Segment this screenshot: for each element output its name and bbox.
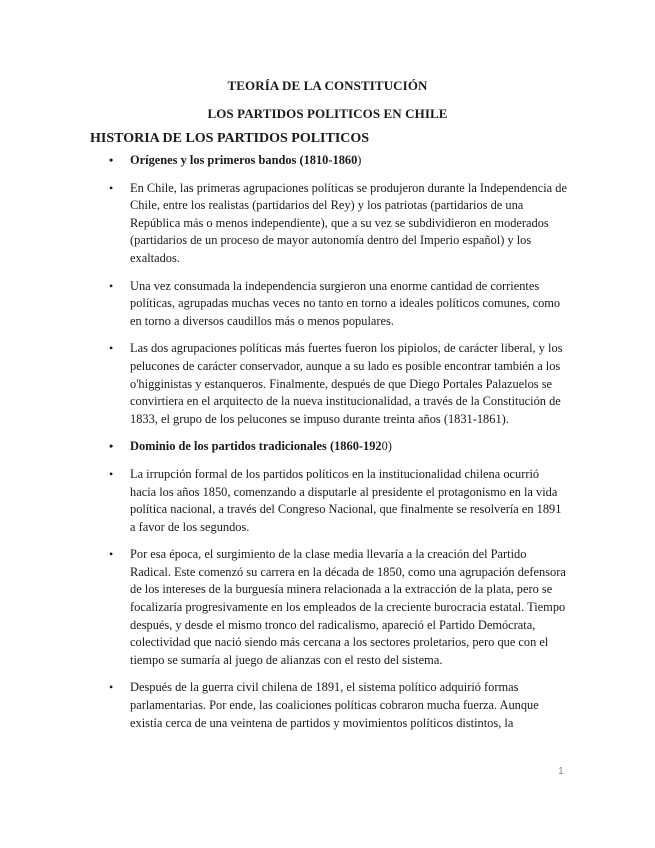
section-heading: HISTORIA DE LOS PARTIDOS POLITICOS <box>90 131 370 146</box>
list-item: • La irrupción formal de los partidos políticos en la institucionalidad chilena ocurrió hacia los años 1850, comenzando a disputarle al presidente el protagonismo en la vida política nacional, a través del Congreso Nacional, que finalmente se resolvería en 1891 a favor de los segundos. <box>109 466 562 534</box>
page-number: 1 <box>558 765 564 777</box>
bullet-icon: • <box>109 180 114 195</box>
list-item-heading: • Dominio de los partidos tradicionales (1860-1920) <box>92 438 567 456</box>
list-item-heading: • Orígenes y los primeros bandos (1810-1860) <box>92 152 567 170</box>
list-item: • Por esa época, el surgimiento de la clase media llevaría a la creación del Partido Radical. Este comenzó su carrera en la década de 1850, como una agrupación defensora de los intereses de la burguesía minera relacionada a la extracción de la plata, pero se focalizaría progresivamente en los empleados de la creciente burocracia estatal. Tiempo después, y desde el mismo tronco del radicalismo, apareció el Partido Demócrata, colectividad que nació siendo más cercana a los sectores proletarios, pero que con el tiempo se sumaría al juego de alianzas con el resto del sistema. <box>109 547 566 667</box>
bullet-icon: • <box>109 680 114 695</box>
bullet-icon: • <box>109 547 114 562</box>
list-item: • Las dos agrupaciones políticas más fuertes fueron los pipiolos, de carácter liberal, y los pelucones de carácter conservador, aunque a su lado es posible encontrar también a los o'higginistas y estanqueros. Finalmente, después de que Diego Portales Palazuelos se convirtiera en el arquitecto de la nueva institucionalidad, a través de la Constitución de 1833, el grupo de los pelucones se impuso durante treinta años (1831-1861). <box>109 341 563 426</box>
document-title: TEORÍA DE LA CONSTITUCIÓN <box>227 78 428 93</box>
bullet-icon: • <box>109 466 114 481</box>
list-item: • Una vez consumada la independencia surgieron una enorme cantidad de corrientes políticas, agrupadas muchas veces no tanto en torno a ideales políticos comunes, como en torno a diversos caudillos más o menos populares. <box>109 278 561 328</box>
bullet-list <box>92 152 567 732</box>
list-item: • Después de la guerra civil chilena de 1891, el sistema político adquirió formas parlamentarias. Por ende, las coaliciones políticas cobraron mucha fuerza. Aunque existía cerca de una veintena de partidos y movimientos políticos distintos, la <box>109 680 539 730</box>
bullet-icon: • <box>109 153 114 167</box>
bullet-icon: • <box>109 341 114 356</box>
bullet-icon: • <box>109 278 114 293</box>
bullet-icon: • <box>109 439 114 454</box>
list-item: • En Chile, las primeras agrupaciones políticas se produjeron durante la Independencia de Chile, entre los realistas (partidarios del Rey) y los patriotas (partidarios de una República más o menos independiente), que a su vez se subdividieron en moderados (partidarios de un proceso de mayor autonomía dentro del Imperio español) y los exaltados. <box>109 180 567 265</box>
document-subtitle: LOS PARTIDOS POLITICOS EN CHILE <box>207 106 448 121</box>
